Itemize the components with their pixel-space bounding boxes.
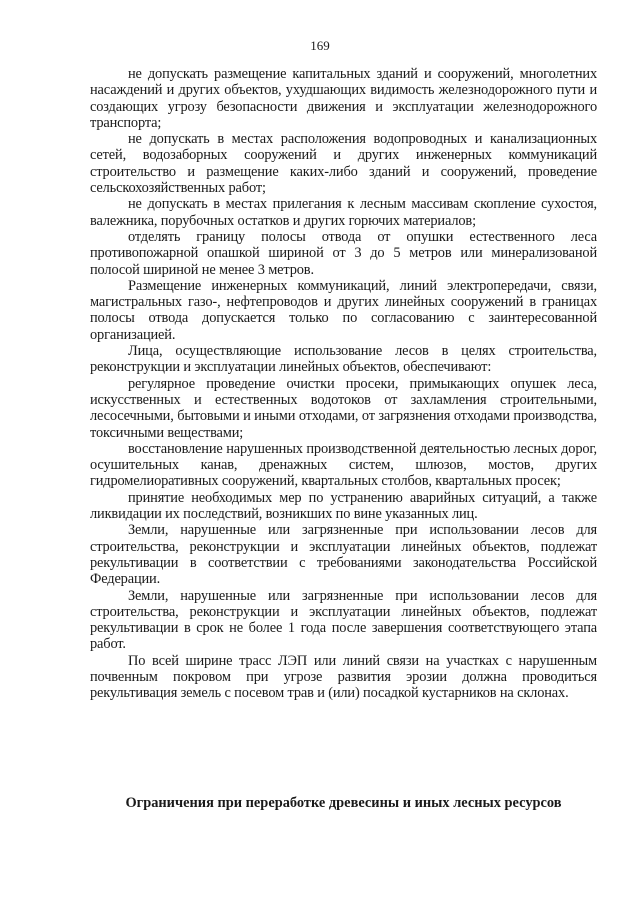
paragraph: восстановление нарушенных производственной деятельностью лесных дорог, осушительных канав, дренажных систем, шлюзов, мостов, других гидромелиоративных сооружений, квартальных столбов, квартальных просек;	[90, 440, 597, 490]
paragraph: принятие необходимых мер по устранению аварийных ситуаций, а также ликвидации их последствий, возникших по вине указанных лиц.	[90, 489, 597, 523]
section-heading: Ограничения при переработке древесины и иных лесных ресурсов	[125, 795, 562, 811]
document-body	[90, 66, 597, 702]
paragraph: регулярное проведение очистки просеки, примыкающих опушек леса, искусственных и естественных водотоков от захламления строительными, лесосечными, бытовыми и иными отходами, от загрязнения отходами производства, токсичными веществами;	[90, 375, 597, 441]
paragraph: не допускать в местах расположения водопроводных и канализационных сетей, водозаборных сооружений и других инженерных коммуникаций строительство и размещение каких-либо зданий и сооружений, проведение сельскохозяйственных работ;	[90, 131, 597, 197]
paragraph: По всей ширине трасс ЛЭП или линий связи на участках с нарушенным почвенным покровом при угрозе развития эрозии должна проводиться рекультивация земель с посевом трав и (или) посадкой кустарников на склонах.	[90, 652, 597, 702]
paragraph: Размещение инженерных коммуникаций, линий электропередачи, связи, магистральных газо-, нефтепроводов и других линейных сооружений в границах полосы отвода допускается только по согласованию с заинтересованной организацией.	[90, 277, 597, 343]
paragraph: Земли, нарушенные или загрязненные при использовании лесов для строительства, реконструкции и эксплуатации линейных объектов, подлежат рекультивации в соответствии с требованиями законодательства Российской Федерации.	[90, 522, 597, 588]
paragraph: не допускать в местах прилегания к лесным массивам скопление сухостоя, валежника, порубочных остатков и других горючих материалов;	[90, 196, 597, 229]
page-number: 169	[310, 38, 330, 53]
paragraph: Земли, нарушенные или загрязненные при использовании лесов для строительства, реконструкции и эксплуатации линейных объектов, подлежат рекультивации в срок не более 1 года после завершения соответствующего этапа работ.	[90, 587, 597, 653]
paragraph: отделять границу полосы отвода от опушки естественного леса противопожарной опашкой шириной от 3 до 5 метров или минерализованой полосой шириной не менее 3 метров.	[90, 228, 597, 278]
paragraph: не допускать размещение капитальных зданий и сооружений, многолетних насаждений и других объектов, ухудшающих видимость железнодорожного пути и создающих угрозу безопасности движения и эксплуатации железнодорожного транспорта;	[90, 66, 597, 131]
paragraph: Лица, осуществляющие использование лесов в целях строительства, реконструкции и эксплуатации линейных объектов, обеспечивают:	[90, 343, 597, 376]
